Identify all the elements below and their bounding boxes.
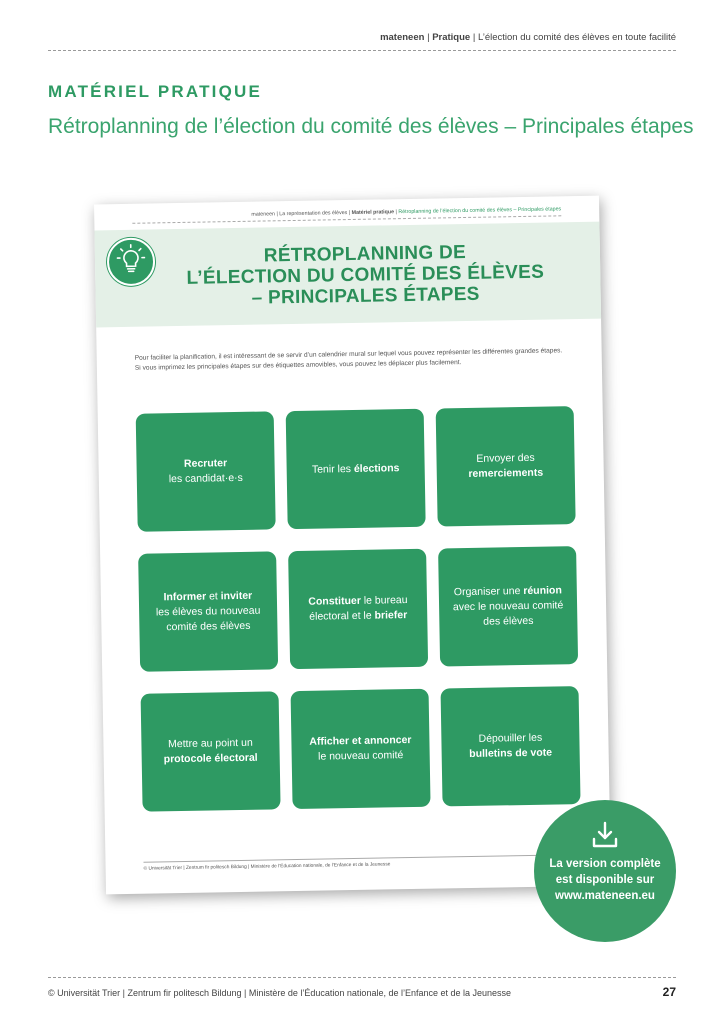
step-card-reunion — [438, 546, 578, 666]
card-text: le nouveau comité — [317, 749, 404, 763]
document-preview — [94, 196, 611, 895]
step-card-depouiller — [441, 686, 581, 806]
preview-header-section: Matériel pratique — [351, 209, 395, 216]
card-bold: Constituer — [308, 594, 361, 608]
running-header: mateneen | Pratique | L’élection du comité des élèves en toute facilité — [380, 32, 676, 43]
step-card-afficher — [291, 689, 431, 809]
preview-title-line-1: RÉTROPLANNING DE — [263, 241, 467, 267]
preview-title-line-3: – PRINCIPALES ÉTAPES — [251, 283, 480, 309]
card-text: et — [205, 589, 221, 603]
card-bold-2: inviter — [220, 589, 253, 602]
card-bold: Recruter — [183, 457, 228, 470]
footer-divider — [48, 977, 676, 978]
preview-footer: © Universität Trier | Zentrum fir politesch Bildung | Ministère de l’Éducation nationale, de l’Enfance et de la Jeunesse — [143, 862, 391, 872]
step-card-recruter — [136, 411, 276, 531]
header-section: Pratique — [432, 32, 471, 43]
card-bold: Informer — [163, 590, 207, 603]
card-bold: élections — [353, 461, 400, 475]
card-text: Tenir les — [311, 462, 355, 476]
step-card-constituer — [288, 549, 428, 669]
download-badge-text — [534, 856, 676, 904]
step-card-protocole — [141, 691, 281, 811]
step-card-remerciements — [436, 406, 576, 526]
card-text: Envoyer des — [476, 451, 535, 465]
card-text-rest: les élèves du nouveau comité des élèves — [155, 604, 261, 633]
card-text: le bureau électoral et le — [309, 594, 408, 623]
preview-page — [94, 196, 611, 895]
cta-link[interactable]: www.mateneen.eu — [555, 890, 655, 902]
card-text-rest: avec le nouveau comité des élèves — [452, 598, 564, 628]
preview-header: mateneen | La représentation des élèves | Matériel pratique | Rétroplanning de l’élection du comité des élèves – Principales étapes — [251, 206, 562, 218]
lightbulb-icon — [107, 237, 156, 286]
header-topic: L’élection du comité des élèves en toute facilité — [477, 32, 676, 43]
page-footer: © Universität Trier | Zentrum fir politesch Bildung | Ministère de l’Éducation nationale, de l’Enfance et de la Jeunesse — [48, 988, 512, 998]
card-text: Mettre au point un — [168, 736, 253, 751]
download-badge[interactable] — [534, 800, 676, 942]
step-card-elections — [286, 409, 426, 529]
preview-intro: Pour faciliter la planification, il est intéressant de se servir d’un calendrier mural sur lequel vous pouvez représenter les différentes grandes étapes. Si vous imprimez les principales étapes sur des étiquettes amovibles, vous pouvez les déplacer plus facilement. — [134, 347, 563, 372]
card-text: Organiser une — [453, 584, 524, 598]
page-number: 27 — [662, 985, 676, 999]
card-bold: remerciements — [468, 466, 544, 480]
preview-header-chapter: La représentation des élèves — [279, 210, 348, 218]
page-title: Rétroplanning de l’élection du comité des élèves – Principales étapes — [48, 115, 694, 138]
card-bold: Afficher et annoncer — [309, 734, 412, 748]
preview-footer-divider — [143, 854, 572, 862]
card-text: Dépouiller les — [478, 731, 543, 745]
step-card-informer — [138, 551, 278, 671]
card-bold: réunion — [523, 583, 562, 597]
card-bold: protocole électoral — [163, 751, 258, 766]
card-text: les candidat·e·s — [168, 471, 243, 486]
download-icon — [590, 820, 620, 850]
section-kicker: MATÉRIEL PRATIQUE — [48, 82, 263, 101]
card-bold-2: briefer — [374, 609, 408, 622]
preview-title-line-2: L’ÉLECTION DU COMITÉ DES ÉLÈVES — [186, 261, 545, 289]
preview-header-brand: mateneen — [251, 211, 276, 218]
cta-line-1: La version complète — [549, 858, 661, 870]
preview-title — [165, 240, 566, 310]
preview-header-topic: Rétroplanning de l’élection du comité des élèves – Principales étapes — [398, 206, 562, 216]
header-divider — [48, 50, 676, 51]
header-brand: mateneen — [380, 32, 425, 43]
cta-line-2: est disponible sur — [555, 874, 655, 886]
card-bold: bulletins de vote — [469, 746, 553, 760]
